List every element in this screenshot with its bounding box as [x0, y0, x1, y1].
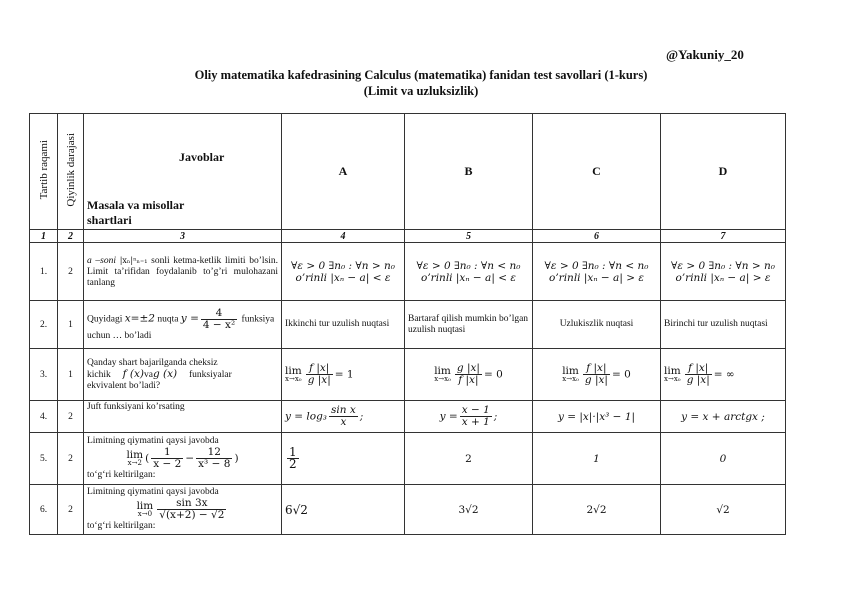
- colnum: 6: [533, 230, 661, 243]
- header-A: A: [282, 114, 405, 230]
- row-number: 6.: [30, 485, 58, 535]
- table-row: [30, 349, 786, 401]
- table-row: [30, 401, 786, 433]
- colnum: 5: [405, 230, 533, 243]
- question-cell: a –soni |xₙ|ⁿₙ₌₁ sonli ketma-ketlik limiti bo’lsin. Limit ta’rifidan foydalanib to’g’ri mulohazani tanlang: [84, 243, 282, 301]
- option-C: y = |x|·|x³ − 1|: [533, 401, 661, 433]
- header-masala: [84, 114, 282, 230]
- header-masala-label: Masala va misollar shartlari: [87, 198, 185, 227]
- option-B: ∀ε > 0 ∃n₀ : ∀n < n₀ o’rinli |xₙ − a| < ε: [405, 243, 533, 301]
- colnum: 3: [84, 230, 282, 243]
- option-D: Birinchi tur uzulish nuqtasi: [661, 301, 786, 349]
- option-C: lim x→x₀ $\frac{f |x|}{g |x|}$ = 0: [533, 349, 661, 401]
- question-cell: Limitning qiymatini qaysi javobda lim x→0 $\frac{\sin 3x}{√(x+2) - √2}$ to‘g‘ri keltirilgan:: [84, 485, 282, 535]
- row-level: 2: [58, 243, 84, 301]
- option-B: 2: [405, 433, 533, 485]
- option-D: y = x + arctgx ;: [661, 401, 786, 433]
- option-C: 2√2: [533, 485, 661, 535]
- table-row: [30, 301, 786, 349]
- option-A: Ikkinchi tur uzulish nuqtasi: [282, 301, 405, 349]
- test-questions-table: [29, 113, 786, 535]
- table-row: [30, 485, 786, 535]
- page-subtitle: (Limit va uzluksizlik): [363, 84, 479, 98]
- colnum: 1: [30, 230, 58, 243]
- table-row: [30, 243, 786, 301]
- option-A: lim x→x₀ $\frac{f |x|}{g |x|}$ = 1: [282, 349, 405, 401]
- option-B: lim x→x₀ $\frac{g |x|}{f |x|}$ = 0: [405, 349, 533, 401]
- option-B: Bartaraf qilish mumkin bo’lgan uzulish nuqtasi: [405, 301, 533, 349]
- table-row: [30, 433, 786, 485]
- question-cell: Juft funksiyani ko’rsating: [84, 401, 282, 433]
- option-B: 3√2: [405, 485, 533, 535]
- header-javoblar-label: Javoblar: [179, 150, 225, 164]
- header-qiyinlik: Qiyinlik darajasi: [58, 114, 84, 230]
- author-handle: @Yakuniy_20: [666, 47, 744, 62]
- option-D: 0: [661, 433, 786, 485]
- option-D: lim x→x₀ $\frac{f |x|}{g |x|}$ = ∞: [661, 349, 786, 401]
- header-tartib: Tartib raqami: [30, 114, 58, 230]
- option-A: y = log₃ $\frac{\text{sin x}}{x}$ ;: [282, 401, 405, 433]
- colnum: 7: [661, 230, 786, 243]
- row-number: 5.: [30, 433, 58, 485]
- option-C: ∀ε > 0 ∃n₀ : ∀n < n₀ o’rinli |xₙ − a| > ε: [533, 243, 661, 301]
- row-number: 4.: [30, 401, 58, 433]
- option-A: ∀ε > 0 ∃n₀ : ∀n > n₀ o’rinli |xₙ − a| < ε: [282, 243, 405, 301]
- header-D: D: [661, 114, 786, 230]
- page-title: Oliy matematika kafedrasining Calculus (matematika) fanidan test savollari (1-kurs): [194, 68, 648, 82]
- option-B: y = $\frac{x - 1}{x + 1}$ ;: [405, 401, 533, 433]
- row-number: 1.: [30, 243, 58, 301]
- question-cell: Quyidagi x=±2 nuqta y = $\frac{4}{\text{4 − x²}}$ funksiya uchun … bo’ladi: [84, 301, 282, 349]
- row-level: 1: [58, 301, 84, 349]
- option-A: $\frac{1}{2}$: [282, 433, 405, 485]
- option-A: 6√2: [282, 485, 405, 535]
- option-C: Uzlukiszlik nuqtasi: [533, 301, 661, 349]
- header-C: C: [533, 114, 661, 230]
- colnum: 2: [58, 230, 84, 243]
- row-number: 2.: [30, 301, 58, 349]
- question-cell: Qanday shart bajarilganda cheksiz kichik f (x)vag (x) funksiyalar ekvivalent bo’ladi?: [84, 349, 282, 401]
- option-C: 1: [533, 433, 661, 485]
- option-D: ∀ε > 0 ∃n₀ : ∀n > n₀ o’rinli |xₙ − a| > ε: [661, 243, 786, 301]
- colnum: 4: [282, 230, 405, 243]
- question-cell: Limitning qiymatini qaysi javobda lim x→2 ( $\frac{1}{x - 2}$ − $\frac{12}{\text{x³ − 8}}$ ) to‘g‘ri keltirilgan:: [84, 433, 282, 485]
- row-number: 3.: [30, 349, 58, 401]
- header-B: B: [405, 114, 533, 230]
- option-D: √2: [661, 485, 786, 535]
- row-level: 2: [58, 433, 84, 485]
- row-level: 1: [58, 349, 84, 401]
- row-level: 2: [58, 485, 84, 535]
- row-level: 2: [58, 401, 84, 433]
- header-row: [30, 114, 786, 230]
- column-number-row: [30, 230, 786, 243]
